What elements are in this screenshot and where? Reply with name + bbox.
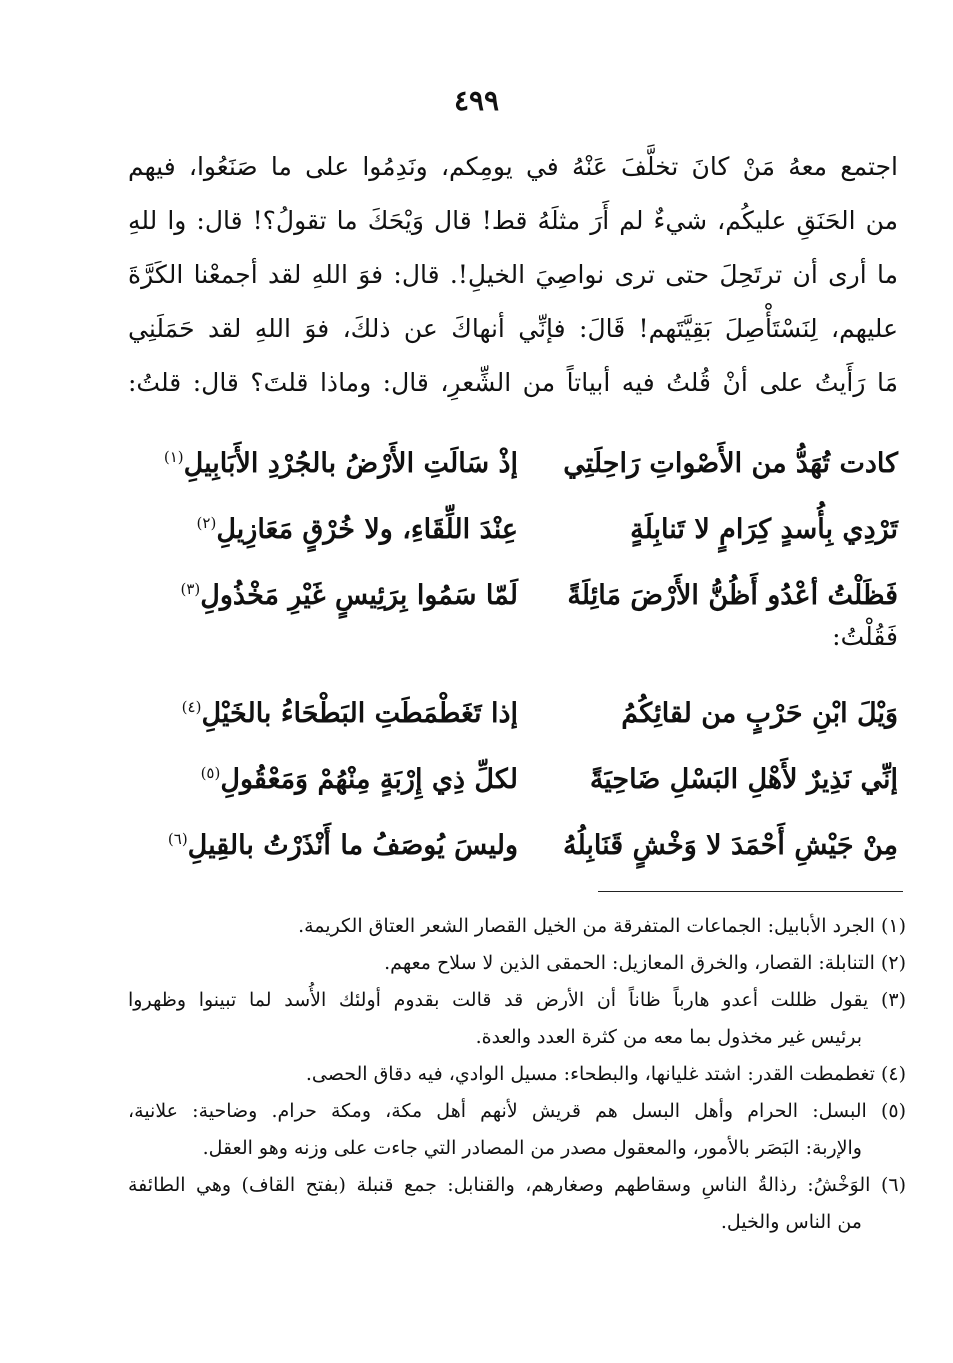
verse-second-half — [128, 580, 518, 611]
footnote-3: (٣) يقول ظللت أعدو هارباً ظاناً أن الأرض قد قالت بقدوم أولئك الأُسد لما تبينوا وظهروا — [128, 989, 906, 1011]
footnote-marker: (٦) — [167, 829, 188, 848]
prose-paragraph — [128, 140, 898, 410]
verse-second-half — [128, 698, 518, 729]
poem-second — [128, 680, 898, 878]
footnote-5-continued: والإربة: البَصَر بالأمور، والمعقول مصدر من المصادر التي جاءت على وزنه وهو العقل. — [202, 1137, 862, 1159]
verse-first-half: تَرْدِي بِأُسدٍ كِرَامٍ لا تَنابِلَةٍ — [630, 513, 898, 545]
poem-verse — [128, 496, 898, 562]
verse-first-half: وَيْلَ ابْنِ حَرْبٍ من لقائِكُمُ — [621, 697, 898, 729]
footnote-6-continued: من الناس والخيل. — [720, 1211, 862, 1233]
footnote-4: (٤) تغطمطت القدر: اشتد غليانها، والبطحاء: مسيل الوادي، فيه دقاق الحصى. — [305, 1063, 906, 1085]
prose-line: من الحَنَقِ عليكُم، شيءٌ لم أَرَ مثلَهُ قط! قال وَيْحَكَ ما تقولُ؟! قال: وا للهِ — [128, 206, 898, 235]
footnote-marker: (١) — [163, 447, 184, 466]
prose-line: مَا رَأَيتُ على أنْ قُلتُ فيه أبياتاً من الشِّعرِ، قال: وماذا قلتَ؟ قال: قلتُ: — [128, 368, 898, 397]
verse-first-half: إنِّي نَذِيرٌ لأَهْلِ البَسْلِ ضَاحِيَةً — [589, 763, 898, 795]
poem-verse — [128, 746, 898, 812]
verse-second-half-text: إذْ سَالَتِ الأَرْضُ بالجُرْدِ الأَبَابِيلِ — [183, 447, 518, 479]
verse-second-half — [128, 764, 518, 795]
verse-second-half-text: عِنْدَ اللِّقَاءِ، ولا خُرْقٍ مَعَازِيلِ — [216, 513, 518, 545]
page-number: ٤٩٩ — [453, 84, 500, 117]
verse-second-half-text: لَمّا سَمُوا بِرَئِيسٍ غَيْرِ مَخْذُولِ — [200, 579, 518, 611]
footnotes-list — [128, 908, 906, 1241]
footnote-5: (٥) البسل: الحرام وأهل البسل هم قريش لأنهم أهل مكة، ومكة حرام. وضاحية: علانية، — [128, 1100, 906, 1122]
footnote-marker: (٥) — [200, 763, 221, 782]
prose-line: عليهم، لِنَسْتَأْصِلَ بَقِيَّتَهم! قَالَ: فإنِّي أنهاكَ عن ذلكَ، فوَ اللهِ لقد حَمَلَنِي — [128, 314, 898, 343]
prose-line: اجتمع معهُ مَنْ كانَ تخلَّفَ عَنْهُ في يومِكم، ونَدِمُوا على ما صَنَعُوا، فيهم — [128, 152, 898, 181]
verse-first-half: مِنْ جَيْشِ أَحْمَدَ لا وَخْشٍ قَنَابِلُهُ — [562, 829, 898, 861]
footnote-3-continued: برئيس غير مخذول بما معه من كثرة العدد والعدة. — [475, 1026, 862, 1048]
footnote-marker: (٢) — [196, 513, 217, 532]
footnote-marker: (٣) — [180, 579, 201, 598]
verse-second-half — [128, 830, 518, 861]
prose-line: ما أرى أن ترتَحِلَ حتى ترى نواصِيَ الخيلِ!. قال: فوَ اللهِ لقد أجمعْنا الكَرَّةَ — [128, 260, 898, 289]
footnote-1: (١) الجرد الأبابيل: الجماعات المتفرقة من الخيل القصار الشعر العتاق الكريمة. — [298, 915, 906, 937]
poem-first — [128, 430, 898, 628]
poem-verse — [128, 812, 898, 878]
verse-second-half-text: وليسَ يُوصَفُ ما أَنْذَرْتُ بالقِيلِ — [187, 829, 518, 861]
footnote-2: (٢) التنابلة: القصار، والخرق المعازيل: الحمقى الذين لا سلاح معهم. — [384, 952, 906, 974]
verse-second-half-text: إذا تَغَطْمَطَتِ البَطْحَاءُ بالخَيْلِ — [201, 697, 518, 729]
verse-second-half — [128, 514, 518, 545]
verse-second-half — [128, 448, 518, 479]
poem-verse — [128, 562, 898, 628]
verse-first-half: فَظَلْتُ أعْدُو أَظُنُّ الأَرْضَ مَائِلَةً — [567, 579, 898, 611]
verse-second-half-text: لكلِّ ذِي إِرْبَةٍ مِنْهُمْ وَمَعْقُولِ — [220, 763, 518, 795]
poem-verse — [128, 430, 898, 496]
transition-text: فَقُلْتُ: — [832, 622, 898, 651]
footnote-separator — [598, 891, 903, 892]
poem-verse — [128, 680, 898, 746]
verse-first-half: كادت تُهَدُّ من الأَصْواتِ رَاحِلَتِي — [563, 447, 898, 479]
footnote-6: (٦) الوَخْشُ: رذالةُ الناسِ وسقاطهم وصغارهم، والقنابل: جمع قنبلة (بفتح القاف) وهي الطائفة — [128, 1174, 906, 1196]
footnote-marker: (٤) — [181, 697, 202, 716]
